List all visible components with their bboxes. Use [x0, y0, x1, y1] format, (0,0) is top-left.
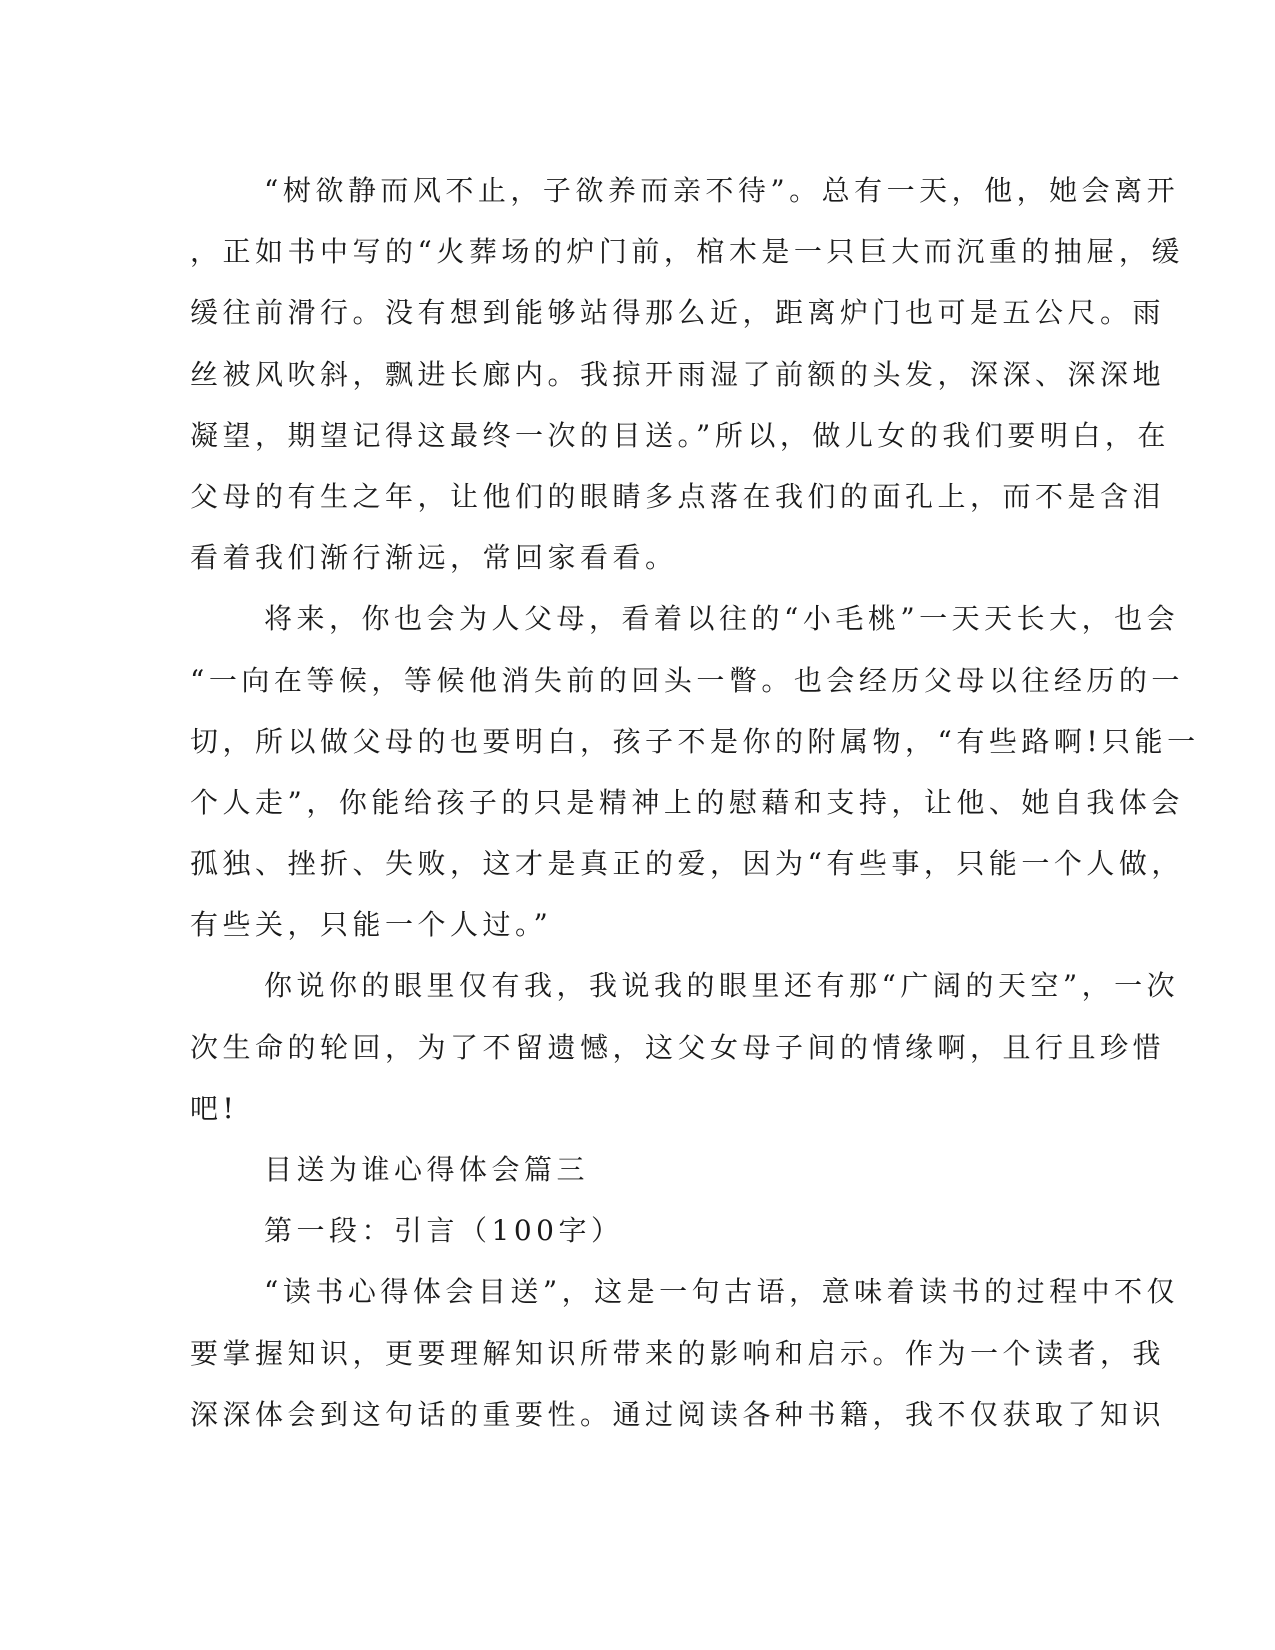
text-line: 看着我们渐行渐远，常回家看看。	[190, 541, 678, 575]
text-line: 吧!	[190, 1091, 239, 1125]
text-line: 缓往前滑行。没有想到能够站得那么近，距离炉门也可是五公尺。雨	[190, 296, 1166, 330]
text-line: 个人走”，你能给孩子的只是精神上的慰藉和支持，让他、她自我体会	[190, 785, 1184, 819]
text-line: 切，所以做父母的也要明白，孩子不是你的附属物，“有些路啊!只能一	[190, 724, 1200, 758]
text-line: “读书心得体会目送”，这是一句古语，意味着读书的过程中不仅	[264, 1275, 1180, 1309]
text-line: 凝望，期望记得这最终一次的目送。”所以，做儿女的我们要明白，在	[190, 418, 1170, 452]
text-line: “一向在等候，等候他消失前的回头一瞥。也会经历父母以往经历的一	[190, 663, 1184, 697]
text-line: “树欲静而风不止，子欲养而亲不待”。总有一天，他，她会离开	[264, 174, 1180, 207]
document-body	[190, 160, 1200, 1445]
text-line: 深深体会到这句话的重要性。通过阅读各种书籍，我不仅获取了知识	[190, 1397, 1166, 1431]
text-line: 孤独、挫折、失败，这才是真正的爱，因为“有些事，只能一个人做，	[190, 847, 1184, 881]
section-heading: 目送为谁心得体会篇三	[264, 1153, 590, 1186]
text-line: 将来，你也会为人父母，看着以往的“小毛桃”一天天长大，也会	[264, 602, 1180, 636]
text-line: 父母的有生之年，让他们的眼睛多点落在我们的面孔上，而不是含泪	[190, 479, 1166, 513]
text-line: 你说你的眼里仅有我，我说我的眼里还有那“广阔的天空”，一次	[264, 969, 1180, 1003]
text-line: 次生命的轮回，为了不留遗憾，这父女母子间的情缘啊，且行且珍惜	[190, 1030, 1166, 1064]
text-line: 有些关，只能一个人过。”	[190, 908, 553, 942]
text-line: 要掌握知识，更要理解知识所带来的影响和启示。作为一个读者，我	[190, 1336, 1166, 1370]
text-line: ，正如书中写的“火葬场的炉门前，棺木是一只巨大而沉重的抽屉，缓	[190, 235, 1184, 269]
subsection-heading: 第一段：引言（100字）	[264, 1214, 624, 1248]
text-line: 丝被风吹斜，飘进长廊内。我掠开雨湿了前额的头发，深深、深深地	[190, 357, 1166, 391]
